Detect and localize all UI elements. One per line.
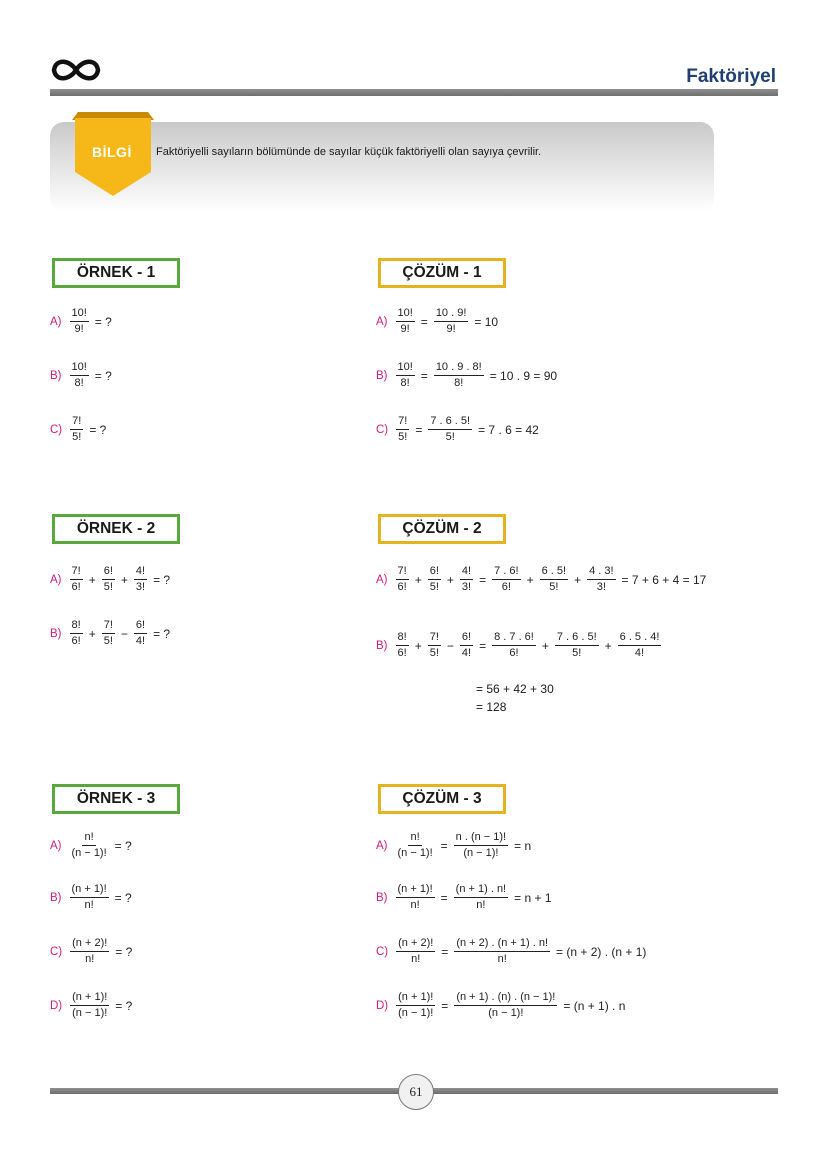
operator: + bbox=[88, 572, 96, 587]
example-1-title: ÖRNEK - 1 bbox=[52, 258, 180, 288]
denominator: 3! bbox=[461, 581, 472, 593]
item-label: B) bbox=[50, 369, 62, 382]
item-label: B) bbox=[376, 369, 388, 382]
result-text: = (n + 1) . n bbox=[563, 998, 626, 1013]
example-3-item-d bbox=[50, 992, 132, 1019]
fraction bbox=[434, 362, 484, 389]
result-text: = ? bbox=[114, 838, 132, 853]
fraction bbox=[428, 416, 472, 443]
numerator: (n + 1) . n! bbox=[454, 884, 508, 898]
operator: = bbox=[479, 572, 487, 587]
operator: = bbox=[440, 838, 448, 853]
denominator: (n − 1)! bbox=[488, 1007, 524, 1019]
solution-2-item-b bbox=[376, 632, 663, 659]
fraction bbox=[618, 632, 662, 659]
numerator: 8 . 7 . 6! bbox=[492, 632, 536, 646]
item-label: B) bbox=[50, 627, 62, 640]
operator: = bbox=[441, 998, 449, 1013]
denominator: 3! bbox=[135, 581, 146, 593]
item-label: C) bbox=[376, 423, 389, 436]
numerator: 7! bbox=[70, 416, 83, 430]
operator: + bbox=[88, 626, 96, 641]
fraction bbox=[102, 566, 115, 593]
denominator: 6! bbox=[71, 635, 81, 647]
operator: = bbox=[479, 638, 487, 653]
solution-3-item-d bbox=[376, 992, 625, 1019]
result-text: = ? bbox=[153, 626, 171, 641]
denominator: 4! bbox=[634, 647, 645, 659]
denominator: 4! bbox=[461, 647, 472, 659]
fraction bbox=[396, 362, 415, 389]
fraction bbox=[70, 566, 83, 593]
denominator: 6! bbox=[509, 647, 519, 659]
example-1-item-c bbox=[50, 416, 106, 443]
numerator: 4 . 3! bbox=[587, 566, 615, 580]
numerator: 10! bbox=[70, 362, 89, 376]
solution-3-item-c bbox=[376, 938, 646, 965]
fraction bbox=[454, 938, 550, 965]
denominator: n! bbox=[411, 953, 421, 965]
solution-2-title: ÇÖZÜM - 2 bbox=[378, 514, 506, 544]
numerator: 6! bbox=[102, 566, 115, 580]
denominator: n! bbox=[84, 899, 94, 911]
numerator: 10 . 9 . 8! bbox=[434, 362, 484, 376]
denominator: 8! bbox=[454, 377, 464, 389]
fraction bbox=[134, 566, 147, 593]
item-label: A) bbox=[376, 573, 388, 586]
fraction bbox=[454, 832, 508, 859]
result-text: = ? bbox=[114, 890, 132, 905]
fraction bbox=[540, 566, 568, 593]
item-label: C) bbox=[50, 423, 63, 436]
fraction bbox=[396, 416, 409, 443]
solution-2-cont-2: = 128 bbox=[476, 700, 507, 714]
numerator: (n + 1) . (n) . (n − 1)! bbox=[454, 992, 557, 1006]
result-text: = (n + 2) . (n + 1) bbox=[556, 944, 647, 959]
item-label: A) bbox=[50, 573, 62, 586]
operator: + bbox=[414, 572, 422, 587]
result-text: = ? bbox=[153, 572, 171, 587]
result-text: = 7 . 6 = 42 bbox=[478, 422, 539, 437]
item-label: B) bbox=[376, 639, 388, 652]
numerator: 7! bbox=[428, 632, 441, 646]
example-3-item-a bbox=[50, 832, 132, 859]
denominator: 5! bbox=[549, 581, 559, 593]
example-1-item-b bbox=[50, 362, 112, 389]
operator: − bbox=[120, 626, 128, 641]
item-label: A) bbox=[50, 839, 62, 852]
solution-1-title: ÇÖZÜM - 1 bbox=[378, 258, 506, 288]
denominator: n! bbox=[497, 953, 507, 965]
fraction bbox=[492, 632, 536, 659]
item-label: B) bbox=[376, 891, 388, 904]
info-text: Faktöriyelli sayıların bölümünde de sayılar küçük faktöriyelli olan sayıya çevrilir. bbox=[156, 146, 542, 158]
result-text: = n + 1 bbox=[514, 890, 552, 905]
result-text: = 10 bbox=[474, 314, 499, 329]
denominator: 5! bbox=[72, 431, 82, 443]
fraction bbox=[454, 884, 508, 911]
operator: = bbox=[441, 944, 449, 959]
fraction bbox=[70, 992, 109, 1019]
operator: + bbox=[541, 638, 549, 653]
fraction bbox=[396, 832, 435, 859]
fraction bbox=[396, 308, 415, 335]
fraction bbox=[555, 632, 599, 659]
numerator: 10! bbox=[396, 308, 415, 322]
solution-2-cont-1: = 56 + 42 + 30 bbox=[476, 682, 554, 696]
fraction bbox=[454, 992, 557, 1019]
denominator: (n − 1)! bbox=[72, 1007, 108, 1019]
result-text: = n bbox=[514, 838, 532, 853]
denominator: 5! bbox=[103, 581, 113, 593]
denominator: 3! bbox=[596, 581, 606, 593]
denominator: n! bbox=[410, 899, 420, 911]
operator: = bbox=[420, 314, 428, 329]
denominator: 6! bbox=[397, 581, 407, 593]
fraction bbox=[70, 308, 89, 335]
page-title: Faktöriyel bbox=[686, 66, 776, 87]
operator: = bbox=[420, 368, 428, 383]
item-label: C) bbox=[50, 945, 63, 958]
item-label: D) bbox=[50, 999, 63, 1012]
infinity-icon bbox=[48, 54, 104, 86]
numerator: (n + 2)! bbox=[70, 938, 109, 952]
example-3-item-c bbox=[50, 938, 132, 965]
denominator: (n − 1)! bbox=[71, 847, 107, 859]
numerator: 10! bbox=[396, 362, 415, 376]
result-text: = ? bbox=[115, 944, 133, 959]
denominator: n! bbox=[85, 953, 95, 965]
denominator: 5! bbox=[572, 647, 582, 659]
result-text: = ? bbox=[115, 998, 133, 1013]
item-label: A) bbox=[376, 315, 388, 328]
fraction bbox=[396, 884, 435, 911]
fraction bbox=[460, 566, 473, 593]
denominator: 9! bbox=[400, 323, 410, 335]
numerator: (n + 1)! bbox=[70, 992, 109, 1006]
fraction bbox=[70, 362, 89, 389]
numerator: 6! bbox=[460, 632, 473, 646]
numerator: 8! bbox=[70, 620, 83, 634]
solution-3-title: ÇÖZÜM - 3 bbox=[378, 784, 506, 814]
denominator: (n − 1)! bbox=[398, 1007, 434, 1019]
fraction bbox=[492, 566, 520, 593]
example-2-item-b bbox=[50, 620, 170, 647]
example-2-title: ÖRNEK - 2 bbox=[52, 514, 180, 544]
numerator: n . (n − 1)! bbox=[454, 832, 508, 846]
page-number: 61 bbox=[398, 1074, 434, 1110]
result-text: = ? bbox=[89, 422, 107, 437]
numerator: n! bbox=[408, 832, 421, 846]
solution-1-item-b bbox=[376, 362, 557, 389]
numerator: (n + 2)! bbox=[396, 938, 435, 952]
item-label: C) bbox=[376, 945, 389, 958]
denominator: 6! bbox=[397, 647, 407, 659]
fraction bbox=[396, 566, 409, 593]
numerator: (n + 1)! bbox=[396, 992, 435, 1006]
result-text: = ? bbox=[94, 314, 112, 329]
denominator: 6! bbox=[71, 581, 81, 593]
solution-1-item-a bbox=[376, 308, 498, 335]
example-1-item-a bbox=[50, 308, 112, 335]
denominator: n! bbox=[476, 899, 486, 911]
example-3-item-b bbox=[50, 884, 132, 911]
numerator: 6! bbox=[134, 620, 147, 634]
numerator: 8! bbox=[396, 632, 409, 646]
numerator: 7! bbox=[102, 620, 115, 634]
operator: + bbox=[446, 572, 454, 587]
item-label: D) bbox=[376, 999, 389, 1012]
denominator: (n − 1)! bbox=[463, 847, 499, 859]
denominator: 4! bbox=[135, 635, 146, 647]
denominator: (n − 1)! bbox=[397, 847, 433, 859]
fraction bbox=[70, 620, 83, 647]
solution-2-item-a bbox=[376, 566, 706, 593]
operator: = bbox=[415, 422, 423, 437]
fraction bbox=[102, 620, 115, 647]
solution-3-item-b bbox=[376, 884, 552, 911]
fraction bbox=[428, 632, 441, 659]
operator: + bbox=[604, 638, 612, 653]
numerator: 4! bbox=[134, 566, 147, 580]
result-text: = 10 . 9 = 90 bbox=[489, 368, 558, 383]
numerator: 7! bbox=[70, 566, 83, 580]
numerator: (n + 1)! bbox=[396, 884, 435, 898]
fraction bbox=[70, 938, 109, 965]
fraction bbox=[396, 938, 435, 965]
fraction bbox=[460, 632, 473, 659]
numerator: 7 . 6! bbox=[492, 566, 520, 580]
numerator: n! bbox=[82, 832, 95, 846]
denominator: 8! bbox=[400, 377, 410, 389]
item-label: A) bbox=[50, 315, 62, 328]
item-label: A) bbox=[376, 839, 388, 852]
numerator: 7 . 6 . 5! bbox=[555, 632, 599, 646]
numerator: 10 . 9! bbox=[434, 308, 469, 322]
fraction bbox=[70, 416, 83, 443]
fraction bbox=[434, 308, 469, 335]
denominator: 8! bbox=[74, 377, 84, 389]
operator: + bbox=[574, 572, 582, 587]
fraction bbox=[396, 632, 409, 659]
operator: + bbox=[120, 572, 128, 587]
example-3-title: ÖRNEK - 3 bbox=[52, 784, 180, 814]
numerator: 4! bbox=[460, 566, 473, 580]
bilgi-badge-label: BİLGİ bbox=[92, 144, 132, 160]
operator: + bbox=[414, 638, 422, 653]
numerator: (n + 2) . (n + 1) . n! bbox=[454, 938, 550, 952]
numerator: 6 . 5! bbox=[540, 566, 568, 580]
example-2-item-a bbox=[50, 566, 170, 593]
fraction bbox=[587, 566, 615, 593]
denominator: 9! bbox=[74, 323, 84, 335]
denominator: 5! bbox=[103, 635, 113, 647]
item-label: B) bbox=[50, 891, 62, 904]
fraction bbox=[70, 832, 109, 859]
denominator: 6! bbox=[501, 581, 511, 593]
fraction bbox=[428, 566, 441, 593]
numerator: 7! bbox=[396, 416, 409, 430]
operator: + bbox=[526, 572, 534, 587]
numerator: 6 . 5 . 4! bbox=[618, 632, 662, 646]
denominator: 5! bbox=[429, 581, 439, 593]
denominator: 5! bbox=[445, 431, 455, 443]
numerator: 6! bbox=[428, 566, 441, 580]
solution-1-item-c bbox=[376, 416, 539, 443]
solution-3-item-a bbox=[376, 832, 531, 859]
fraction bbox=[134, 620, 147, 647]
fraction bbox=[70, 884, 109, 911]
numerator: 7 . 6 . 5! bbox=[428, 416, 472, 430]
operator: = bbox=[440, 890, 448, 905]
numerator: 10! bbox=[70, 308, 89, 322]
fraction bbox=[396, 992, 435, 1019]
header-rule bbox=[50, 89, 778, 96]
numerator: (n + 1)! bbox=[70, 884, 109, 898]
numerator: 7! bbox=[396, 566, 409, 580]
result-text: = ? bbox=[94, 368, 112, 383]
denominator: 9! bbox=[446, 323, 456, 335]
result-text: = 7 + 6 + 4 = 17 bbox=[621, 572, 707, 587]
denominator: 5! bbox=[429, 647, 439, 659]
operator: − bbox=[446, 638, 454, 653]
denominator: 5! bbox=[398, 431, 408, 443]
